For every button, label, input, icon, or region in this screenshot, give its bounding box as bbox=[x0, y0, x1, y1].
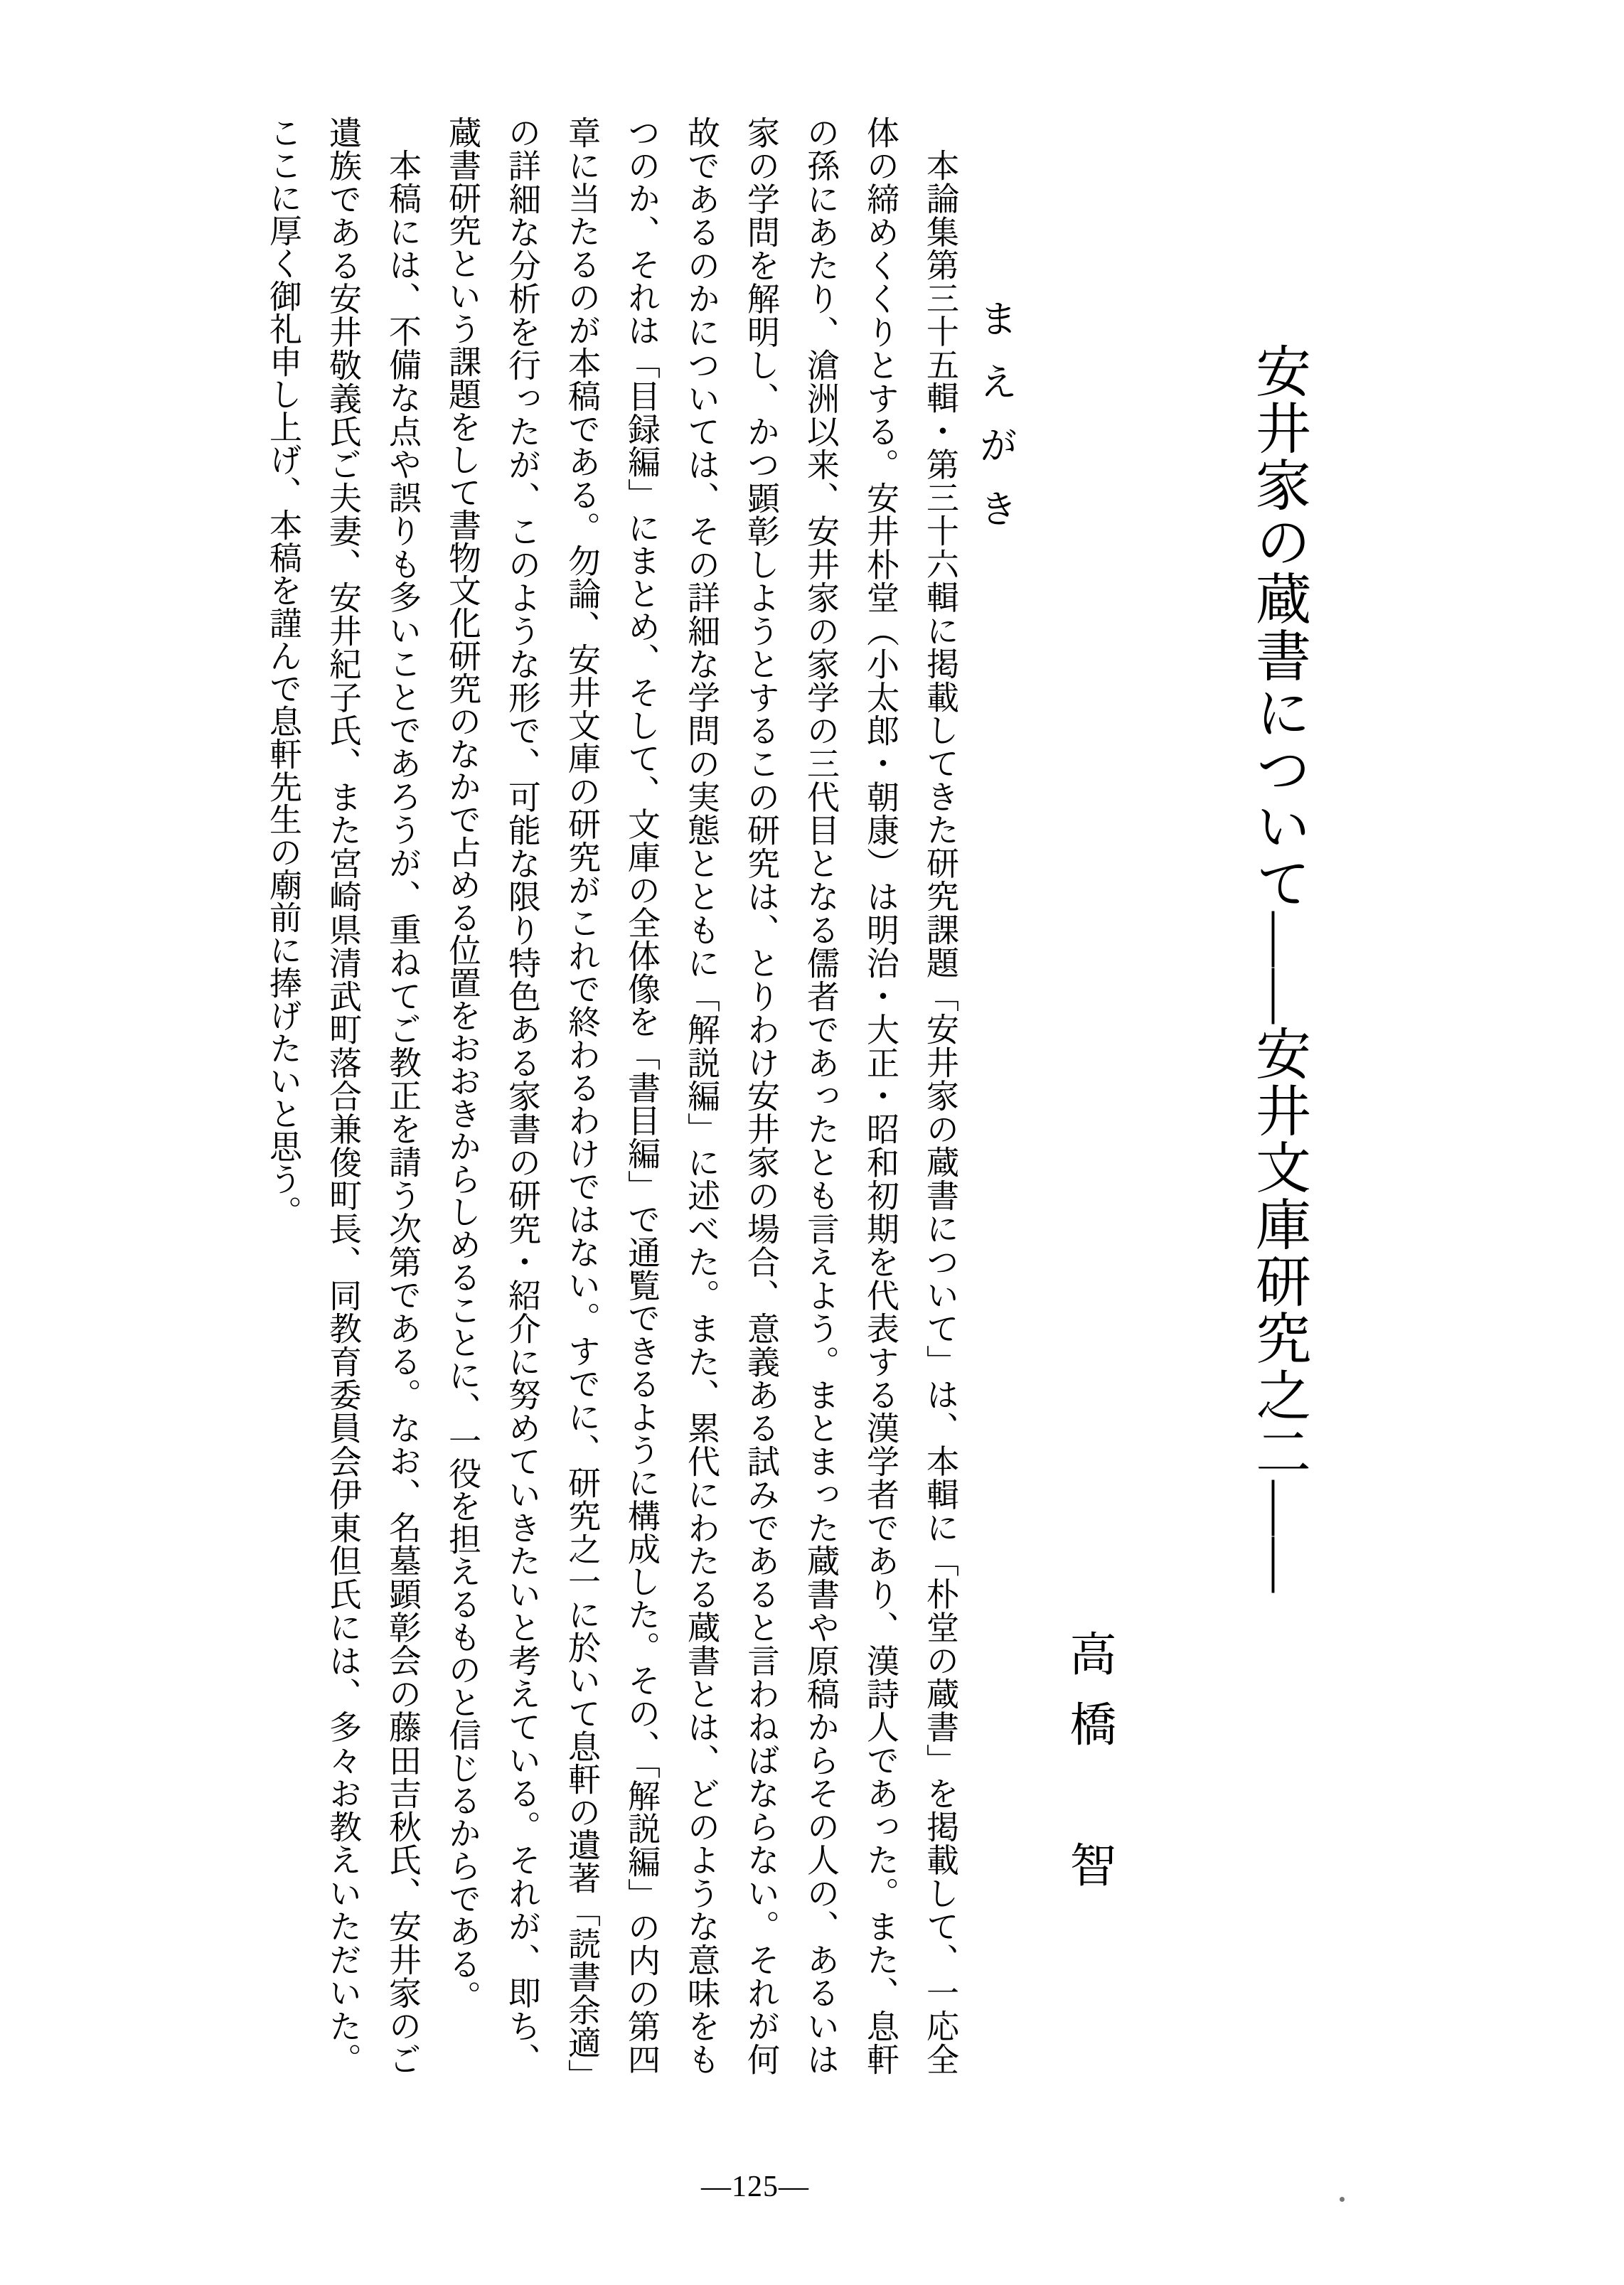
author-name: 高橋 智 bbox=[1062, 1630, 1114, 1911]
preface-heading: まえがき bbox=[974, 299, 1017, 552]
page-number: ―125― bbox=[701, 2171, 809, 2203]
paragraph-1: 本論集第三十五輯・第三十六輯に掲載してきた研究課題「安井家の蔵書について」は、本輯に「朴堂の蔵書」を掲載して、一応全体の締めくくりとする。安井朴堂（小太郎・朝康）は明治・大正・昭和初期を代表する漢学者であり、漢詩人であった。また、息軒の孫にあたり、滄洲以来、安井家の家学の三代目となる儒者であったとも言えよう。まとまった蔵書や原稿からその人の、あるいは家の学問を解明し、かつ顕彰しようとするこの研究は、とりわけ安井家の場合、意義ある試みであると言わねばならない。それが何故であるのかについては、その詳細な学問の実態とともに「解説編」に述べた。また、累代にわたる蔵書とは、どのような意味をもつのか、それは「目録編」にまとめ、そして、文庫の全体像を「書目編」で通覧できるように構成した。その、「解説編」の内の第四章に当たるのが本稿である。勿論、安井文庫の研究がこれで終わるわけではない。すでに、研究之一に於いて息軒の遺著「読書余適」の詳細な分析を行ったが、このような形で、可能な限り特色ある家書の研究・紹介に努めていきたいと考えている。それが、即ち、蔵書研究という課題をして書物文化研究のなかで占める位置をおおきからしめることに、一役を担えるものと信じるからである。 bbox=[444, 116, 958, 2075]
preface-body bbox=[253, 116, 970, 2075]
print-speck bbox=[1340, 2197, 1345, 2202]
article-title: 安井家の蔵書について――安井文庫研究之二―― bbox=[1248, 343, 1310, 1594]
paragraph-2: 本稿には、不備な点や誤りも多いことであろうが、重ねてご教正を請う次第である。なお、名墓顕彰会の藤田吉秋氏、安井家のご遺族である安井敬義氏ご夫妻、安井紀子氏、また宮崎県清武町落合兼俊町長、同教育委員会伊東但氏には、多々お教えいただいた。ここに厚く御礼申し上げ、本稿を謹んで息軒先生の廟前に捧げたいと思う。 bbox=[265, 116, 421, 2075]
